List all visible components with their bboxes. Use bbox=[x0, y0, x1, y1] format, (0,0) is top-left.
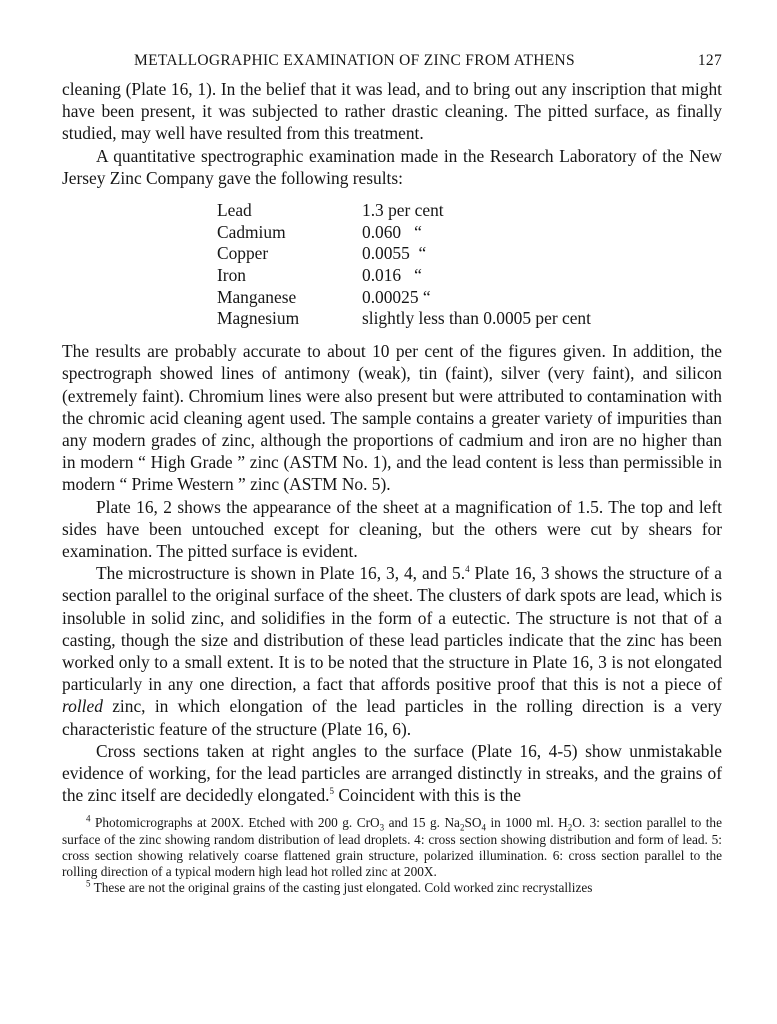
element-name: Copper bbox=[217, 243, 269, 264]
results-row bbox=[217, 200, 591, 222]
text-run: O. 3: section parallel to the surface of the zinc showing random distribution of lead droplets. 4: cross section showing distribution and form of lead. 5: cross section showing relatively coarse flattened grain structure, polarized illumination. 6: cross section parallel to the rolling direction of a typical modern high lead hot rolled zinc at 200X. bbox=[62, 815, 722, 879]
text-run: in 1000 ml. H bbox=[485, 815, 568, 831]
subscript: 2 bbox=[459, 823, 465, 834]
results-row bbox=[217, 222, 591, 244]
footnotes bbox=[62, 815, 722, 895]
paragraph: A quantitative spectrographic examination made in the Research Laboratory of the New Jersey Zinc Company gave the following results: bbox=[62, 145, 722, 188]
footnote-ref: 4 bbox=[465, 564, 470, 575]
results-row bbox=[217, 265, 591, 287]
text-run: Cross sections taken at right angles to the surface (Plate 16, 4-5) show unmistakable evidence of working, for the lead particles are arranged distinctly in streaks, and the grains of the zinc itself are decidedly elongated. bbox=[62, 740, 722, 806]
paragraph: The results are probably accurate to about 10 per cent of the figures given. In addition, the spectrograph showed lines of antimony (weak), tin (faint), silver (very faint), and silicon (extremely faint). Chromium lines were also present but were attributed to contamination with the chromic acid cleaning agent used. The sample contains a greater variety of impurities than any modern grades of zinc, although the proportions of cadmium and iron are no higher than in modern “ High Grade ” zinc (ASTM No. 1), and the lead content is less than permissible in modern “ Prime Western ” zinc (ASTM No. 5). bbox=[62, 341, 722, 495]
results-row bbox=[217, 287, 591, 309]
subscript: 4 bbox=[481, 823, 486, 834]
element-name: Cadmium bbox=[217, 221, 286, 242]
running-title: METALLOGRAPHIC EXAMINATION OF ZINC FROM ATHENS bbox=[134, 52, 575, 69]
page bbox=[62, 52, 722, 896]
element-value: slightly less than 0.0005 per cent bbox=[362, 308, 591, 329]
footnote-mark: 4 bbox=[86, 813, 91, 824]
footnote-ref: 5 bbox=[329, 786, 334, 797]
paragraph bbox=[62, 562, 722, 740]
subscript: 2 bbox=[567, 823, 573, 834]
body-text bbox=[62, 78, 722, 806]
running-header bbox=[62, 52, 722, 78]
text-run: SO bbox=[464, 815, 482, 831]
results-table bbox=[217, 200, 591, 330]
footnote-4 bbox=[62, 815, 722, 879]
paragraph: Plate 16, 2 shows the appearance of the sheet at a magnification of 1.5. The top and left sides have been untouched except for cleaning, but the others were cut by shears for examination. The pitted surface is evident. bbox=[62, 496, 722, 561]
element-name: Magnesium bbox=[217, 308, 300, 329]
element-value: 0.060 “ bbox=[362, 221, 422, 242]
subscript: 3 bbox=[379, 823, 385, 834]
element-name: Manganese bbox=[217, 286, 297, 307]
page-number: 127 bbox=[697, 52, 722, 69]
element-name: Iron bbox=[217, 265, 246, 286]
paragraph: cleaning (Plate 16, 1). In the belief that it was lead, and to bring out any inscription that might have been present, it was subjected to rather drastic cleaning. The pitted surface, as finally studied, may well have resulted from this treatment. bbox=[62, 79, 722, 144]
element-name: Lead bbox=[217, 200, 252, 221]
footnote-mark: 5 bbox=[86, 878, 91, 889]
footnote-5 bbox=[62, 880, 722, 896]
emphasis: rolled bbox=[62, 696, 103, 717]
text-run: zinc, in which elongation of the lead particles in the rolling direction is a very characteristic feature of the structure (Plate 16, 6). bbox=[62, 696, 722, 739]
text-run: These are not the original grains of the casting just elongated. Cold worked zinc recrystallizes bbox=[90, 879, 593, 895]
results-row bbox=[217, 308, 591, 330]
text-run: Photomicrographs at 200X. Etched with 200 g. CrO bbox=[90, 815, 380, 831]
element-value: 0.016 “ bbox=[362, 265, 422, 286]
element-value: 1.3 per cent bbox=[362, 200, 444, 221]
element-value: 0.0055 “ bbox=[362, 243, 427, 264]
paragraph bbox=[62, 740, 722, 807]
text-run: Plate 16, 3 shows the structure of a section parallel to the original surface of the sheet. The clusters of dark spots are lead, which is insoluble in solid zinc, and solidifies in the form of a eutectic. The structure is not that of a casting, though the size and distribution of these lead particles indicate that the zinc has been worked only to a small extent. It is to be noted that the structure in Plate 16, 3 is not elongated particularly in any one direction, a fact that affords positive proof that this is not a piece of bbox=[62, 563, 723, 695]
results-row bbox=[217, 243, 591, 265]
text-run: and 15 g. Na bbox=[384, 815, 460, 831]
element-value: 0.00025 “ bbox=[362, 286, 431, 307]
text-run: Coincident with this is the bbox=[334, 785, 521, 806]
text-run: The microstructure is shown in Plate 16, 3, 4, and 5. bbox=[96, 563, 466, 584]
